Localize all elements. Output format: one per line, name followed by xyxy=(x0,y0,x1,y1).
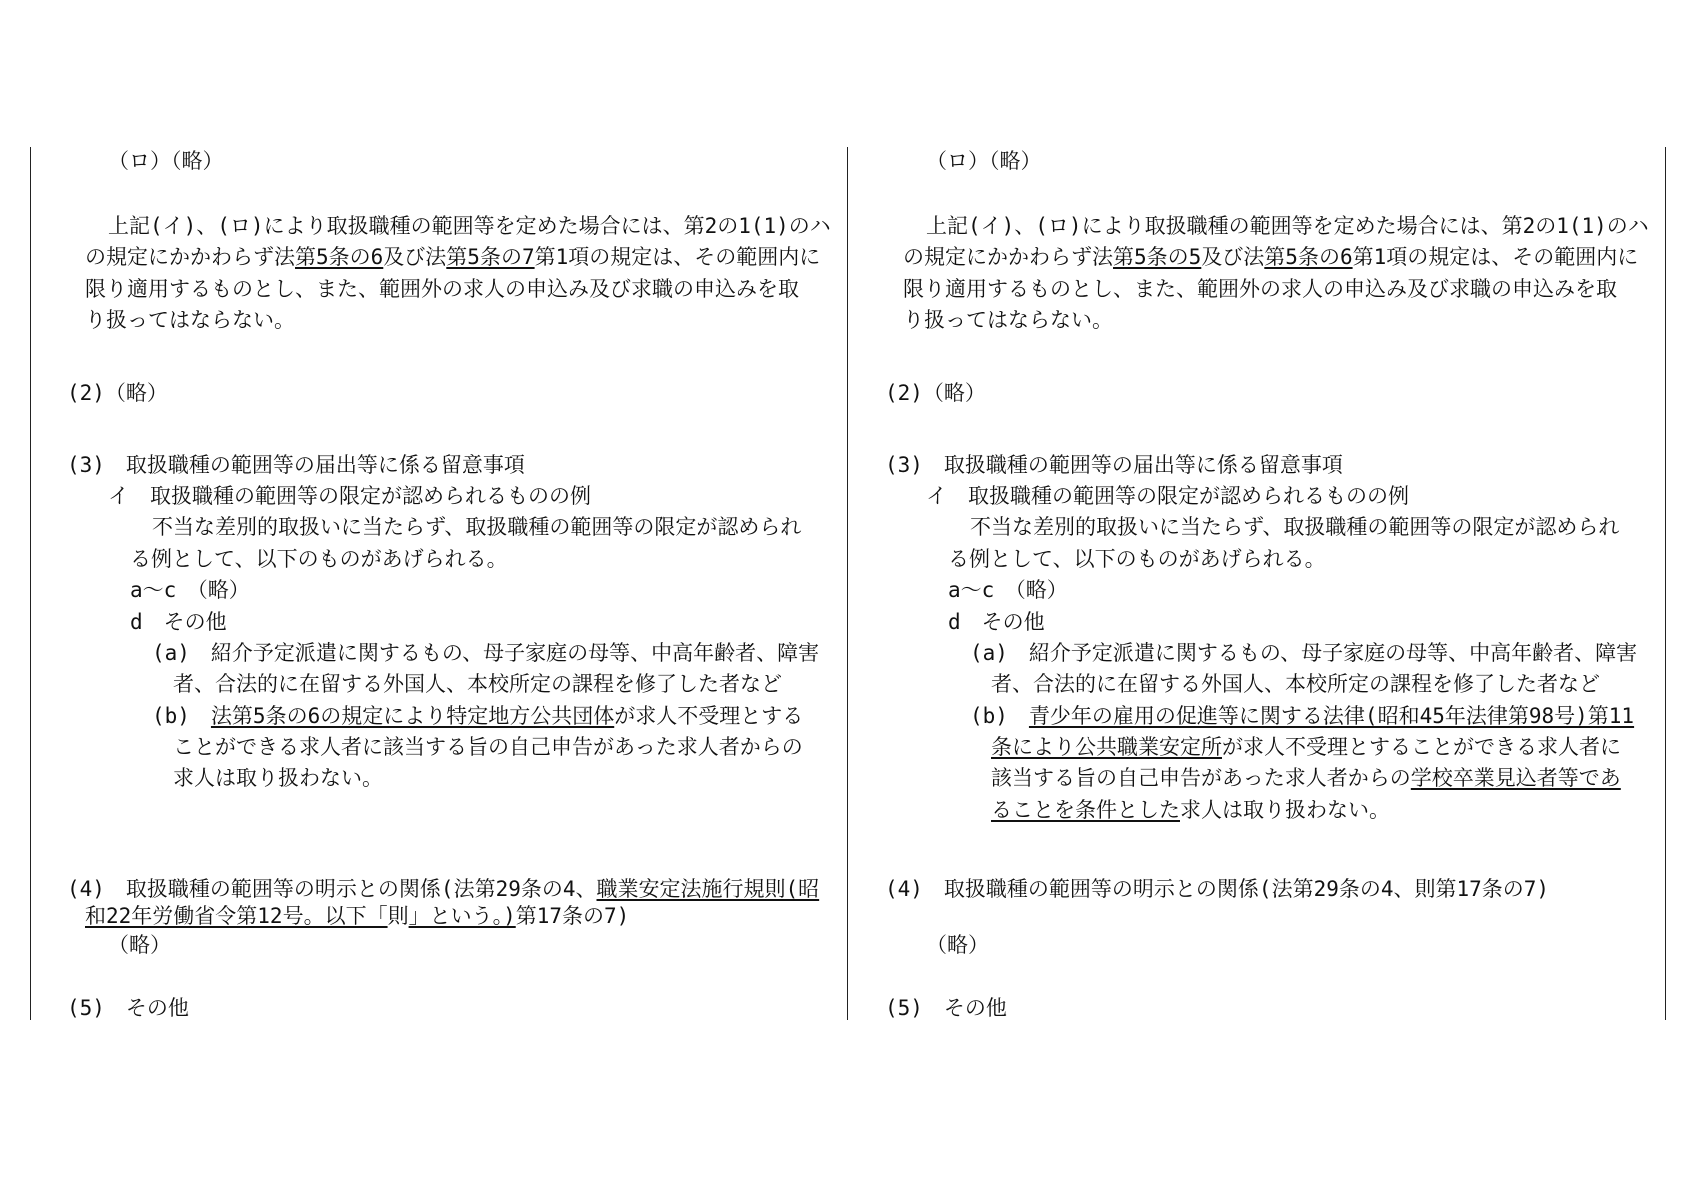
text-segment: ことができる求人者に該当する旨の自己申告があった求人者からの xyxy=(173,735,803,759)
right-text-line xyxy=(948,547,1326,571)
amended-text: 第5条の6 xyxy=(1264,245,1353,269)
right-text-line xyxy=(970,641,1637,665)
right-text-line xyxy=(885,381,986,405)
text-segment: (5) その他 xyxy=(885,996,1007,1020)
text-segment: (4) 取扱職種の範囲等の明示との関係(法第29条の4、則第17条の7) xyxy=(885,877,1550,901)
right-text-line xyxy=(926,484,1409,508)
right-text-line xyxy=(970,515,1619,539)
text-segment: 不当な差別的取扱いに当たらず、取扱職種の範囲等の限定が認められ xyxy=(152,515,802,539)
text-segment: d その他 xyxy=(948,610,1045,634)
right-text-line xyxy=(948,578,1068,602)
text-segment: a～c （略） xyxy=(130,578,250,602)
text-segment: 第1項の規定は、その範囲内に xyxy=(1352,245,1639,269)
text-segment: 者、合法的に在留する外国人、本校所定の課程を修了した者など xyxy=(173,672,782,696)
text-segment: イ 取扱職種の範囲等の限定が認められるものの例 xyxy=(108,484,591,508)
text-segment: が求人不受理とする xyxy=(614,704,804,728)
text-segment: (3) 取扱職種の範囲等の届出等に係る留意事項 xyxy=(885,453,1343,477)
text-segment: (a) 紹介予定派遣に関するもの、母子家庭の母等、中高年齢者、障害 xyxy=(970,641,1638,665)
right-text-line xyxy=(926,214,1649,238)
text-segment: d その他 xyxy=(130,610,227,634)
amended-text: 青少年の雇用の促進等に関する法律(昭和45年法律第98号)第11 xyxy=(1028,704,1635,728)
text-segment: （ロ）（略） xyxy=(108,149,224,173)
text-segment: (3) 取扱職種の範囲等の届出等に係る留意事項 xyxy=(67,453,525,477)
right-text-line xyxy=(991,672,1600,696)
text-segment: 及び法 xyxy=(1201,245,1265,269)
text-segment: 第17条の7) xyxy=(515,904,630,928)
text-segment: （略） xyxy=(926,933,989,957)
text-segment: （ロ）（略） xyxy=(926,149,1042,173)
text-segment: a～c （略） xyxy=(948,578,1068,602)
amended-text: 職業安定法施行規則(昭 xyxy=(596,877,820,901)
right-text-line xyxy=(991,766,1621,790)
right-text-line xyxy=(970,704,1634,728)
right-text-line xyxy=(926,933,989,957)
text-segment: 限り適用するものとし、また、範囲外の求人の申込み及び求職の申込みを取 xyxy=(903,277,1617,301)
text-segment: イ 取扱職種の範囲等の限定が認められるものの例 xyxy=(926,484,1409,508)
text-segment: (a) 紹介予定派遣に関するもの、母子家庭の母等、中高年齢者、障害 xyxy=(152,641,820,665)
right-text-line xyxy=(903,245,1638,269)
text-segment: 求人は取り扱わない。 xyxy=(173,766,383,790)
text-segment: 及び法 xyxy=(383,245,447,269)
amended-text: ることを条件とした xyxy=(991,798,1180,822)
text-segment: (2)（略） xyxy=(885,381,986,405)
right-text-line xyxy=(885,453,1343,477)
right-text-line xyxy=(903,308,1113,332)
text-segment: 求人は取り扱わない。 xyxy=(1180,798,1390,822)
right-text-line xyxy=(948,610,1045,634)
amended-text: 第5条の5 xyxy=(1113,245,1202,269)
text-segment: る例として、以下のものがあげられる。 xyxy=(948,547,1326,571)
text-segment: り扱ってはならない。 xyxy=(903,308,1113,332)
text-segment: 上記(イ)、(ロ)により取扱職種の範囲等を定めた場合には、第2の1(1)のハ xyxy=(108,214,831,238)
right-text-line xyxy=(885,996,1007,1020)
text-segment: の規定にかかわらず法 xyxy=(85,245,295,269)
text-segment: 上記(イ)、(ロ)により取扱職種の範囲等を定めた場合には、第2の1(1)のハ xyxy=(926,214,1649,238)
amended-text: 条により公共職業安定所 xyxy=(991,735,1222,759)
right-text-line xyxy=(903,277,1617,301)
text-segment: 不当な差別的取扱いに当たらず、取扱職種の範囲等の限定が認められ xyxy=(970,515,1620,539)
right-text-line xyxy=(926,149,1042,173)
text-segment: （略） xyxy=(108,933,171,957)
right-text-line xyxy=(885,877,1549,901)
text-segment: 者、合法的に在留する外国人、本校所定の課程を修了した者など xyxy=(991,672,1600,696)
text-segment: り扱ってはならない。 xyxy=(85,308,295,332)
text-segment: の規定にかかわらず法 xyxy=(903,245,1113,269)
amended-text: 」という。) xyxy=(408,904,516,928)
amended-text: 法第5条の6の規定により特定地方公共団体 xyxy=(210,704,615,728)
amended-text: 第5条の6 xyxy=(295,245,384,269)
text-segment: (4) 取扱職種の範囲等の明示との関係(法第29条の4、 xyxy=(67,877,597,901)
text-segment: (2)（略） xyxy=(67,381,168,405)
text-segment: 則 xyxy=(387,904,409,928)
text-segment: が求人不受理とすることができる求人者に xyxy=(1222,735,1621,759)
text-segment: 該当する旨の自己申告があった求人者からの xyxy=(991,766,1411,790)
text-segment: 限り適用するものとし、また、範囲外の求人の申込み及び求職の申込みを取 xyxy=(85,277,799,301)
amended-text: 学校卒業見込者等であ xyxy=(1410,766,1621,790)
right-text-line xyxy=(991,798,1390,822)
text-segment: (b) xyxy=(152,704,211,728)
right-text-line xyxy=(991,735,1621,759)
text-segment: 第1項の規定は、その範囲内に xyxy=(534,245,821,269)
amended-text: 和22年労働省令第12号。以下「 xyxy=(85,904,388,928)
text-segment: (5) その他 xyxy=(67,996,189,1020)
text-segment: る例として、以下のものがあげられる。 xyxy=(130,547,508,571)
text-segment: (b) xyxy=(970,704,1029,728)
amended-text: 第5条の7 xyxy=(446,245,535,269)
